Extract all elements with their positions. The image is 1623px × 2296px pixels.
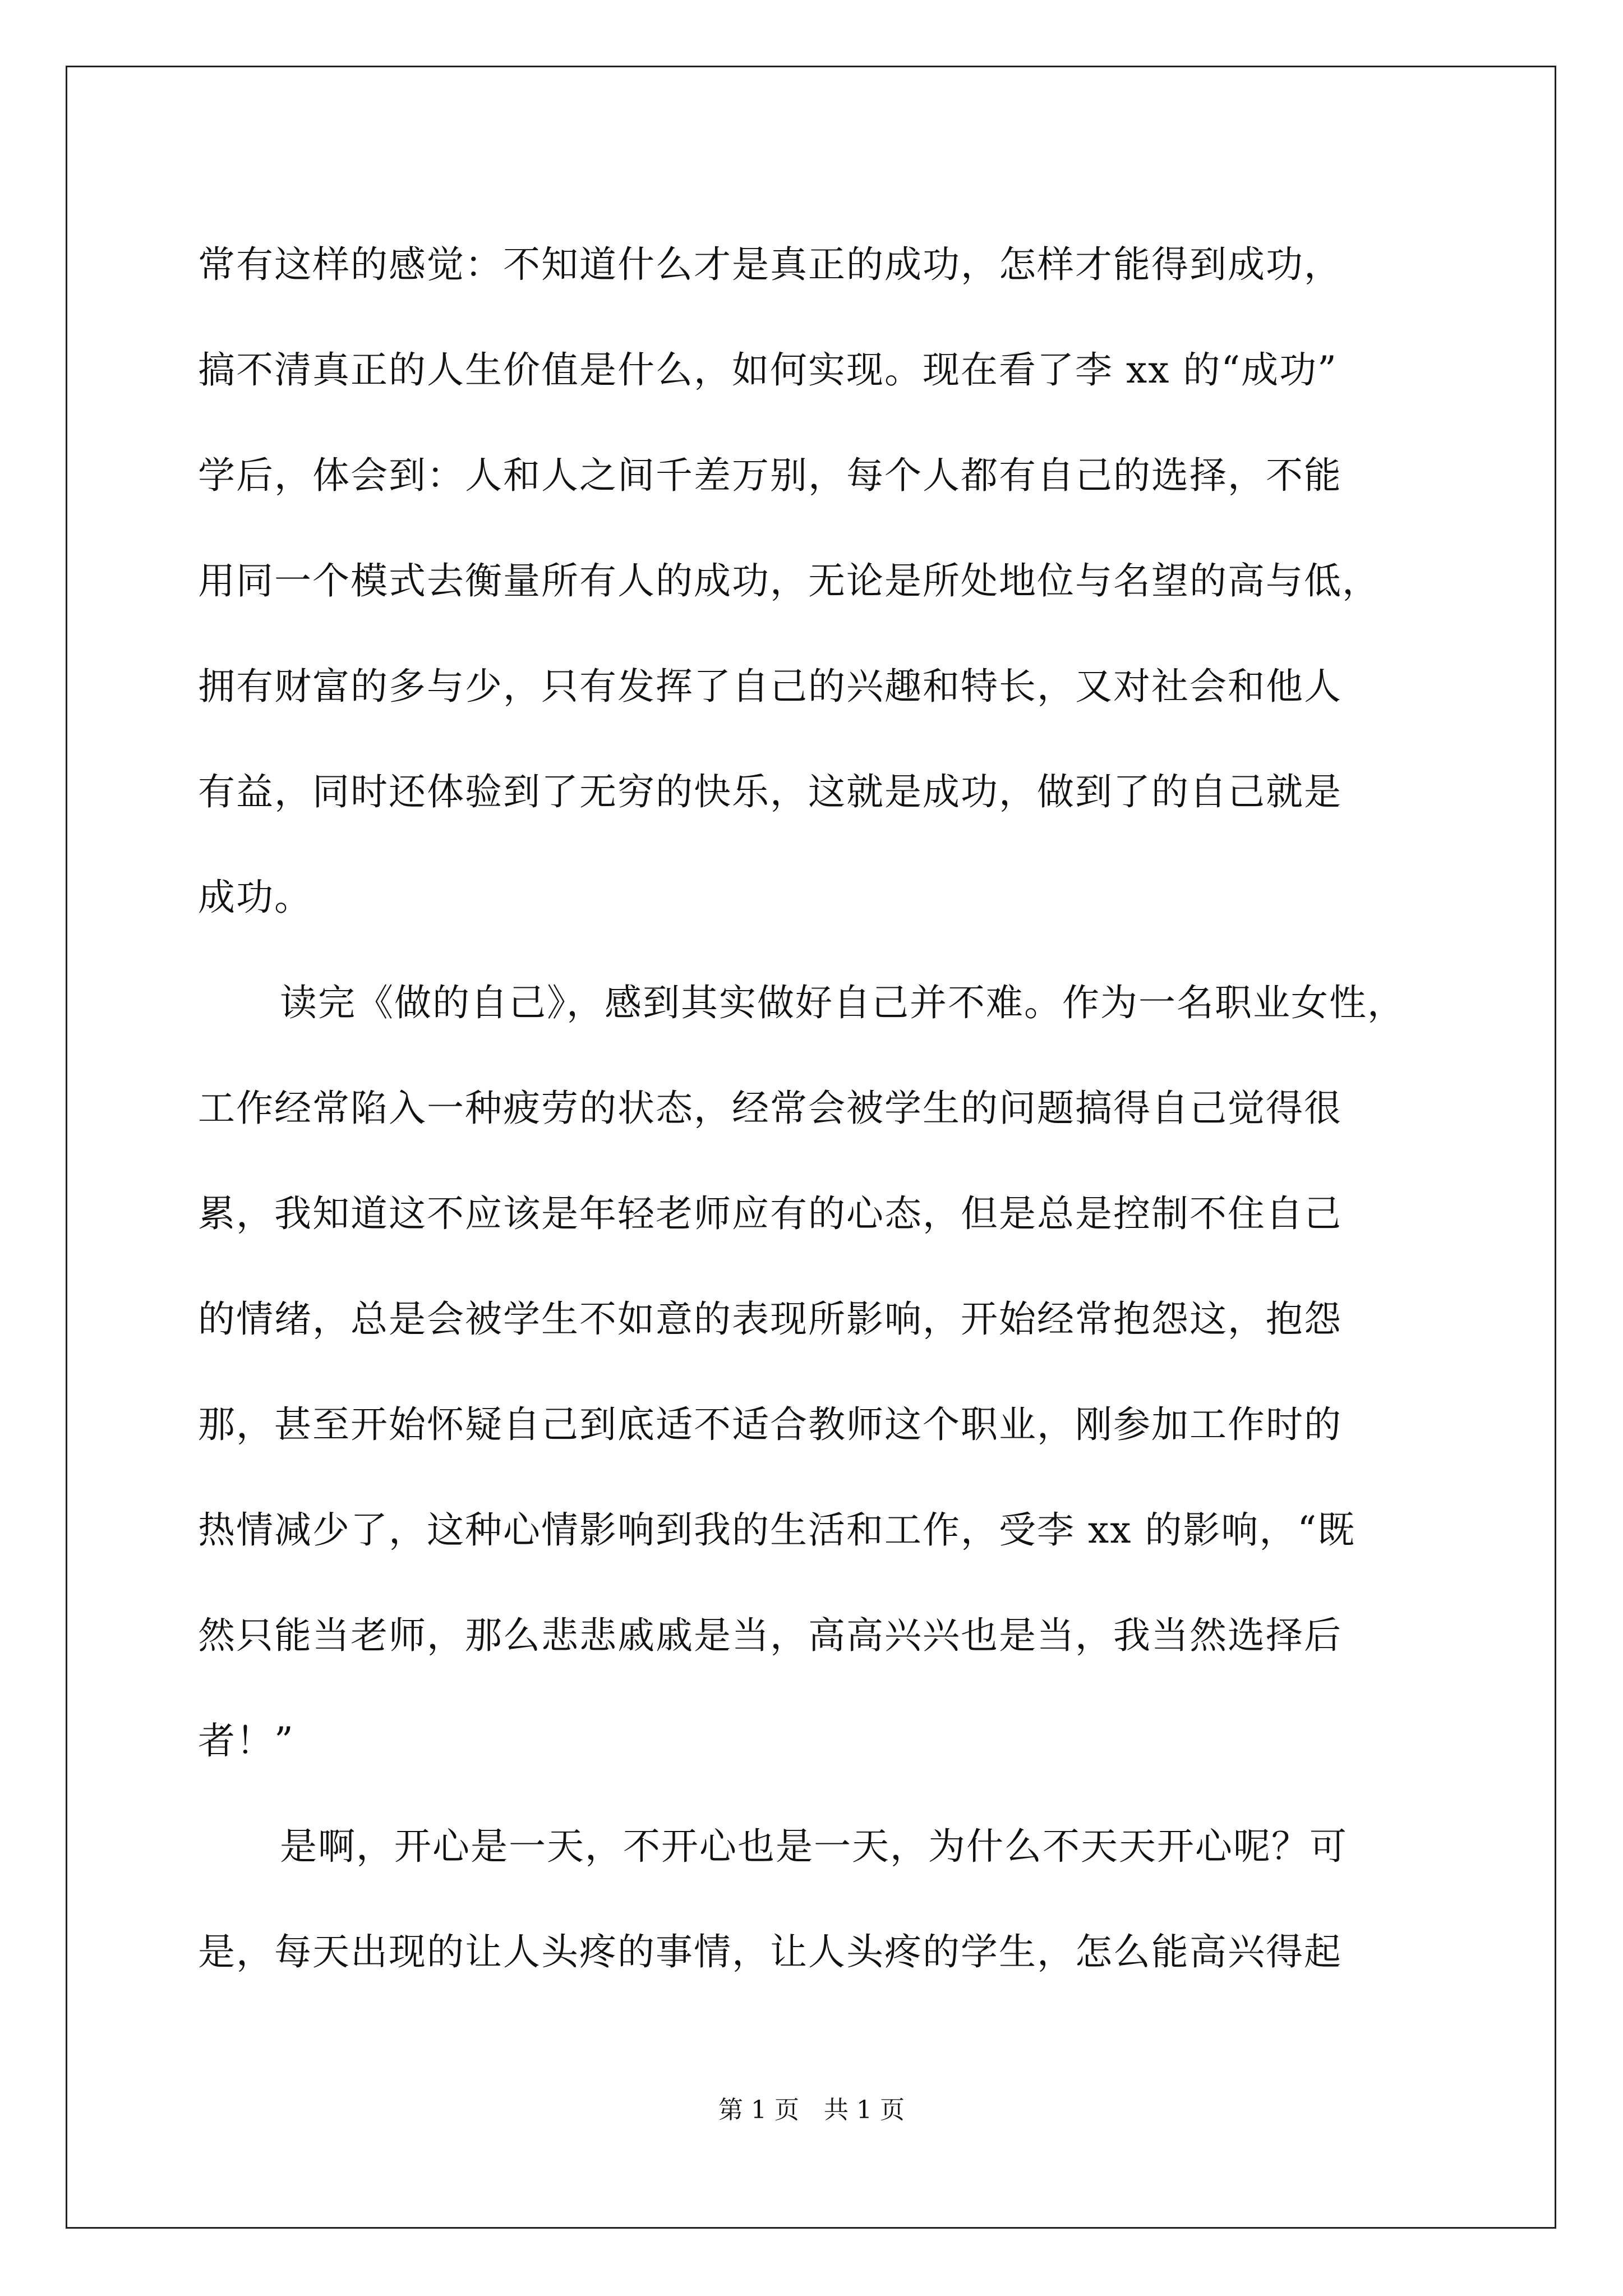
text-line: 搞不清真正的人生价值是什么，如何实现。现在看了李 xx 的“成功” xyxy=(198,348,1338,392)
paragraph-first-line: 读完《做的自己》，感到其实做好自己并不难。作为一名职业女性， xyxy=(280,981,1405,1024)
text-line: 常有这样的感觉：不知道什么才是真正的成功，怎样才能得到成功， xyxy=(198,243,1342,286)
text-line: 的情绪，总是会被学生不如意的表现所影响，开始经常抱怨这，抱怨 xyxy=(198,1297,1342,1341)
text-line: 者！” xyxy=(198,1719,294,1763)
text-line: 成功。 xyxy=(198,876,312,919)
text-line: 用同一个模式去衡量所有人的成功，无论是所处地位与名望的高与低， xyxy=(198,559,1380,602)
text-line: 热情减少了，这种心情影响到我的生活和工作，受李 xx 的影响，“既 xyxy=(198,1508,1356,1552)
page-number: 第 1 页 共 1 页 xyxy=(718,2096,905,2124)
text-line: 拥有财富的多与少，只有发挥了自己的兴趣和特长，又对社会和他人 xyxy=(198,665,1342,708)
text-line: 是，每天出现的让人头疼的事情，让人头疼的学生，怎么能高兴得起 xyxy=(198,1930,1342,1973)
paragraph-first-line: 是啊，开心是一天，不开心也是一天，为什么不天天开心呢？可 xyxy=(280,1825,1348,1868)
document-body xyxy=(198,212,1432,2005)
text-line: 那，甚至开始怀疑自己到底适不适合教师这个职业，刚参加工作时的 xyxy=(198,1403,1342,1446)
text-line: 然只能当老师，那么悲悲戚戚是当，高高兴兴也是当，我当然选择后 xyxy=(198,1614,1342,1657)
text-line: 工作经常陷入一种疲劳的状态，经常会被学生的问题搞得自己觉得很 xyxy=(198,1087,1342,1130)
text-line: 累，我知道这不应该是年轻老师应有的心态，但是总是控制不住自己 xyxy=(198,1192,1342,1235)
text-line: 学后，体会到：人和人之间千差万别，每个人都有自己的选择，不能 xyxy=(198,454,1342,497)
text-line: 有益，同时还体验到了无穷的快乐，这就是成功，做到了的自己就是 xyxy=(198,770,1342,813)
